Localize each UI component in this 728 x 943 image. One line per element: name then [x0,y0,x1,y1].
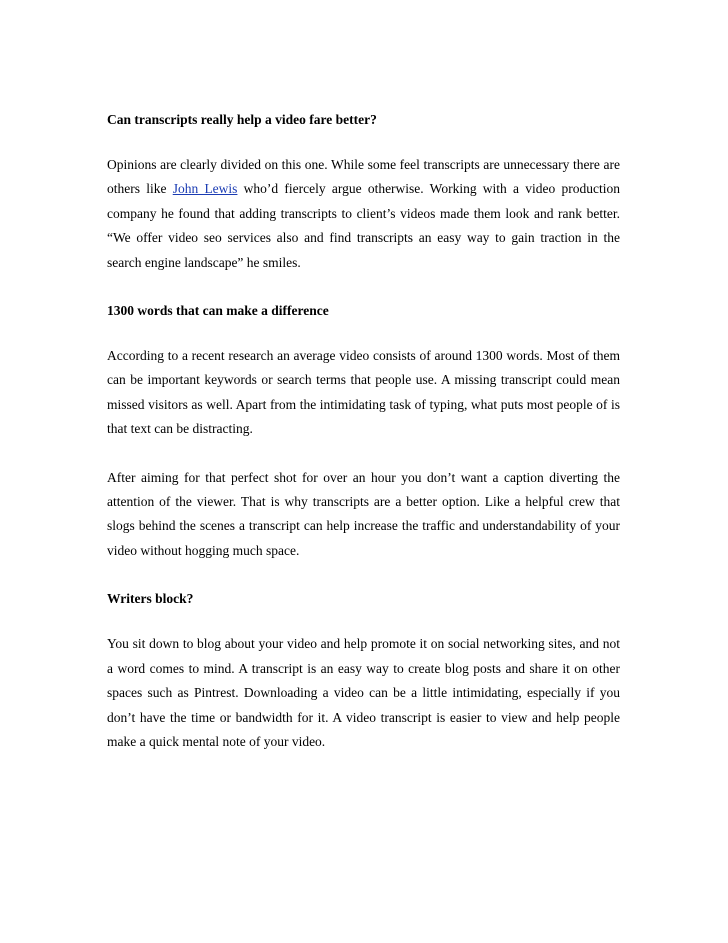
section-heading-writers-block: Writers block? [107,591,194,607]
paragraph-blog: You sit down to blog about your video and help promote it on social networking sites, and not a word comes to mind. A transcript is an easy way to create blog posts and share it on other spaces such as Pintrest. Downloading a video can be a little intimidating, especially if you don’t have the time or bandwidth for it. A video transcript is easier to view and help people make a quick mental note of your video. [107,636,620,749]
paragraph-opinions-text-before: Opinions are clearly divided on this one. While some feel transcripts are unnecessary there are others like [107,157,620,197]
paragraph-research: According to a recent research an average video consists of around 1300 words. Most of them can be important keywords or search terms that people use. A missing transcript could mean missed visitors as well. Apart from the intimidating task of typing, what puts most people of is that text can be distracting. [107,348,620,437]
paragraph-caption: After aiming for that perfect shot for over an hour you don’t want a caption diverting the attention of the viewer. That is why transcripts are a better option. Like a helpful crew that slogs behind the scenes a transcript can help increase the traffic and understandability of your video without hogging much space. [107,469,620,558]
paragraph-opinions-text-after: who’d fiercely argue otherwise. Working with a video production company he found that adding transcripts to client’s videos made them look and rank better. “We offer video seo services also and find transcripts an easy way to gain traction in the search engine landscape” he smiles. [107,181,620,270]
document-page [107,108,620,754]
section-heading-transcripts: Can transcripts really help a video fare better? [107,112,377,127]
john-lewis-link[interactable]: John Lewis [172,181,238,197]
paragraph-opinions [107,153,620,275]
section-heading-1300-words: 1300 words that can make a difference [107,303,329,319]
